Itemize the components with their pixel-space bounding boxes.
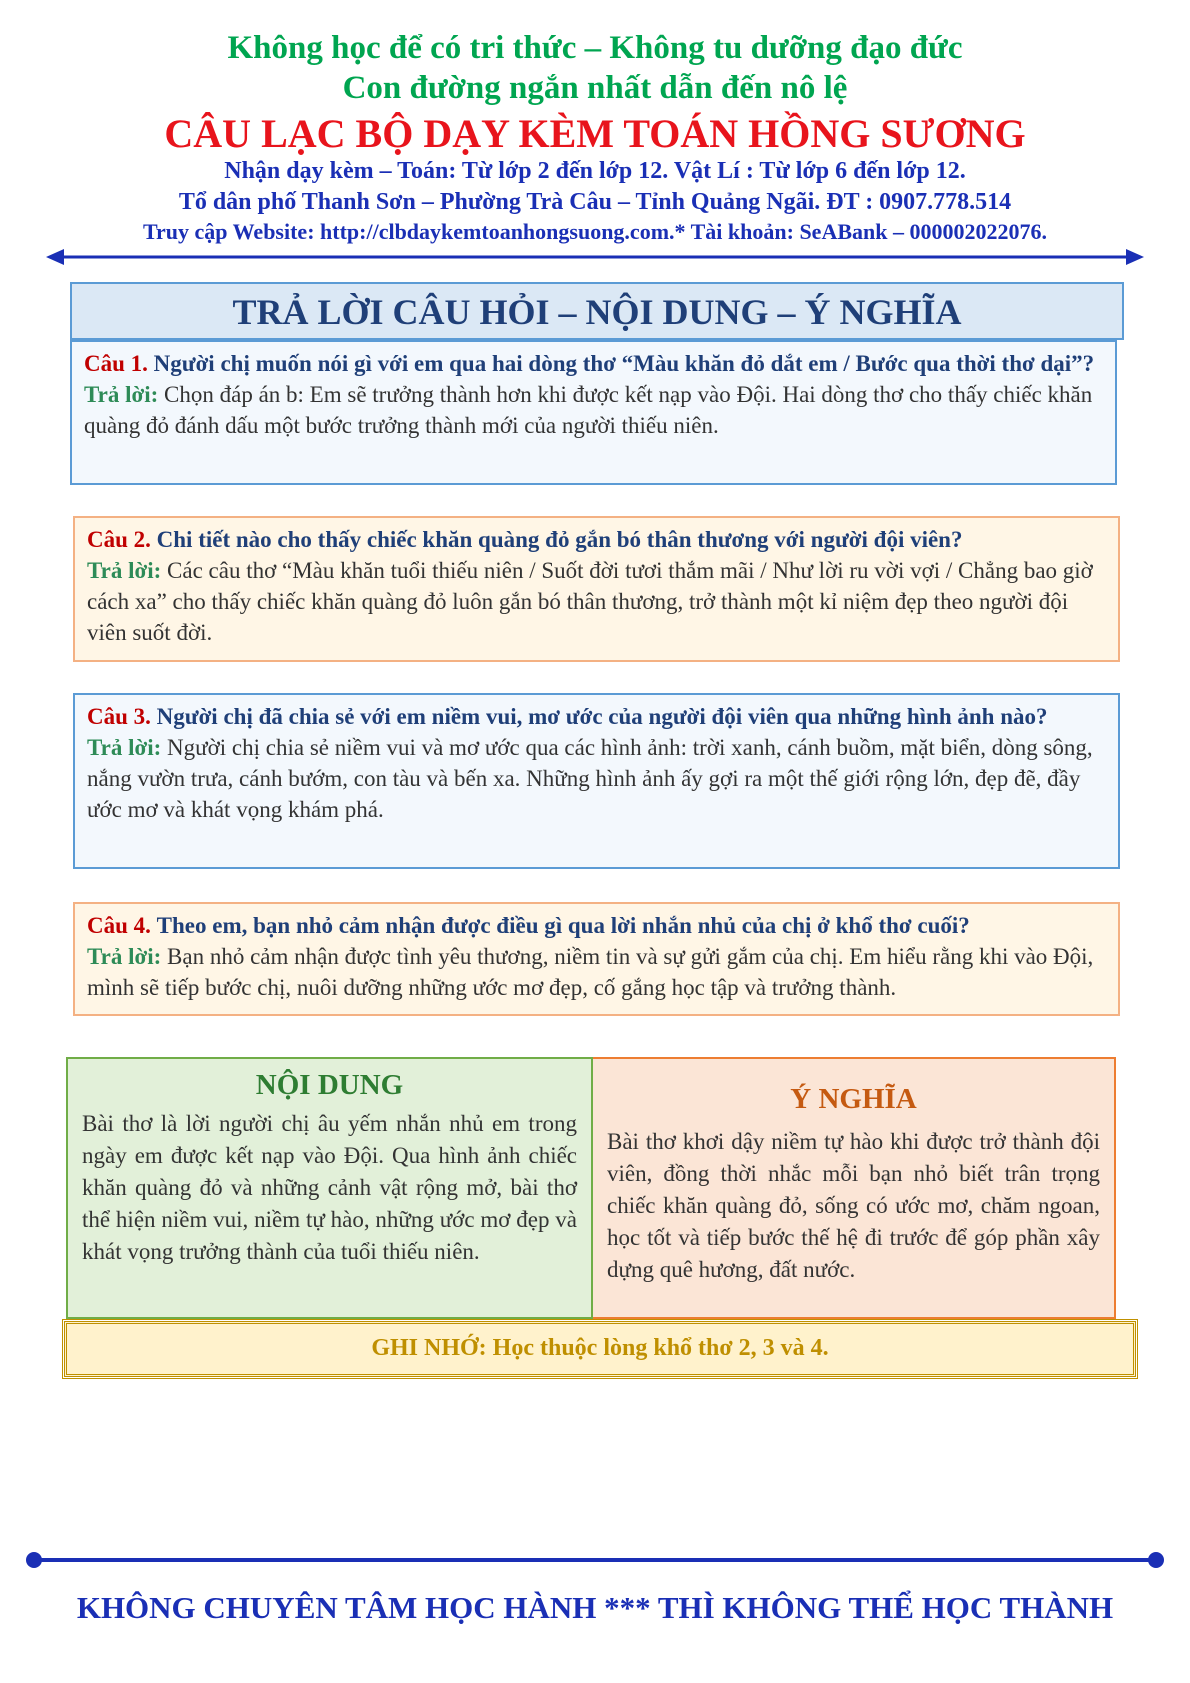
question-4	[87, 910, 1106, 941]
question-text: Chi tiết nào cho thấy chiếc khăn quàng đỏ gắn bó thân thương với người đội viên?	[156, 527, 963, 552]
answer-text: Các câu thơ “Màu khăn tuổi thiếu niên / Suốt đời tươi thắm mãi / Như lời ru vời vợi / Chẳng bao giờ cách xa” cho thấy chiếc khăn quàng đỏ luôn gắn bó thân thương, trở thành một kỉ niệm đẹp theo người đội viên suốt đời.	[87, 558, 1093, 645]
address-info: Tổ dân phố Thanh Sơn – Phường Trà Câu – Tỉnh Quảng Ngãi. ĐT : 0907.778.514	[178, 189, 1012, 215]
motto-line-1: Không học để có tri thức – Không tu dưỡng đạo đức	[227, 30, 963, 66]
answer-4	[87, 941, 1106, 1003]
ghi-nho-note: GHI NHỚ: Học thuộc lòng khổ thơ 2, 3 và 4.	[64, 1321, 1136, 1377]
y-nghia-panel	[593, 1057, 1116, 1319]
question-label: Câu 4.	[87, 913, 151, 938]
noi-dung-title: NỘI DUNG	[255, 1069, 404, 1101]
answer-text: Chọn đáp án b: Em sẽ trưởng thành hơn khi được kết nạp vào Đội. Hai dòng thơ cho thấy chiếc khăn quàng đỏ đánh dấu một bước trưởng thành mới của người thiếu niên.	[84, 382, 1093, 438]
noi-dung-panel	[66, 1057, 593, 1319]
website-info: Truy cập Website: http://clbdaykemtoanhongsuong.com.* Tài khoản: SeABank – 000002022076.	[143, 219, 1047, 244]
teaching-info: Nhận dạy kèm – Toán: Từ lớp 2 đến lớp 12. Vật Lí : Từ lớp 6 đến lớp 12.	[224, 158, 966, 184]
noi-dung-text: Bài thơ là lời người chị âu yếm nhắn nhủ em trong ngày em được kết nạp vào Đội. Qua hình ảnh chiếc khăn quàng đỏ và những cảnh vật rộng mở, bài thơ thể hiện niềm vui, niềm tự hào, những ước mơ đẹp và khát vọng trưởng thành của tuổi thiếu niên.	[82, 1111, 577, 1264]
motto-line-2: Con đường ngắn nhất dẫn đến nô lệ	[342, 70, 848, 106]
question-2	[87, 524, 1106, 555]
question-text: Người chị muốn nói gì với em qua hai dòng thơ “Màu khăn đỏ dắt em / Bước qua thời thơ dại”?	[153, 351, 1095, 376]
y-nghia-title: Ý NGHĨA	[790, 1083, 917, 1115]
answer-3	[87, 732, 1106, 825]
question-2-box	[73, 516, 1120, 662]
question-1-box	[70, 340, 1117, 485]
y-nghia-text: Bài thơ khơi dậy niềm tự hào khi được trở thành đội viên, đồng thời nhắc mỗi bạn nhỏ biết trân trọng chiếc khăn quàng đỏ, sống có ước mơ, chăm ngoan, học tốt và tiếp bước thế hệ đi trước để góp phần xây dựng quê hương, đất nước.	[607, 1129, 1100, 1282]
answer-label: Trả lời:	[84, 382, 159, 407]
club-name: CÂU LẠC BỘ DẠY KÈM TOÁN HỒNG SƯƠNG	[164, 111, 1026, 156]
answer-text: Bạn nhỏ cảm nhận được tình yêu thương, niềm tin và sự gửi gắm của chị. Em hiểu rằng khi vào Đội, mình sẽ tiếp bước chị, nuôi dưỡng những ước mơ đẹp, cố gắng học tập và trưởng thành.	[87, 944, 1094, 1000]
question-4-box	[73, 902, 1120, 1016]
question-text: Người chị đã chia sẻ với em niềm vui, mơ ước của người đội viên qua những hình ảnh nào?	[156, 704, 1048, 729]
answer-2	[87, 555, 1106, 648]
section-title: TRẢ LỜI CÂU HỎI – NỘI DUNG – Ý NGHĨA	[70, 282, 1124, 340]
answer-text: Người chị chia sẻ niềm vui và mơ ước qua các hình ảnh: trời xanh, cánh buồm, mặt biển, dòng sông, nắng vườn trưa, cánh bướm, con tàu và bến xa. Những hình ảnh ấy gợi ra một thế giới rộng lớn, đẹp đẽ, đầy ước mơ và khát vọng khám phá.	[87, 735, 1093, 822]
question-label: Câu 2.	[87, 527, 151, 552]
question-1	[84, 348, 1103, 379]
question-label: Câu 3.	[87, 704, 151, 729]
question-3	[87, 701, 1106, 732]
question-text: Theo em, bạn nhỏ cảm nhận được điều gì qua lời nhắn nhủ của chị ở khổ thơ cuối?	[156, 913, 970, 938]
answer-label: Trả lời:	[87, 944, 162, 969]
answer-label: Trả lời:	[87, 558, 162, 583]
question-label: Câu 1.	[84, 351, 148, 376]
footer-slogan: KHÔNG CHUYÊN TÂM HỌC HÀNH *** THÌ KHÔNG THỂ HỌC THÀNH	[76, 1590, 1114, 1625]
header-divider-arrow	[0, 0, 1190, 270]
answer-1	[84, 379, 1103, 441]
question-3-box	[73, 693, 1120, 869]
answer-label: Trả lời:	[87, 735, 162, 760]
